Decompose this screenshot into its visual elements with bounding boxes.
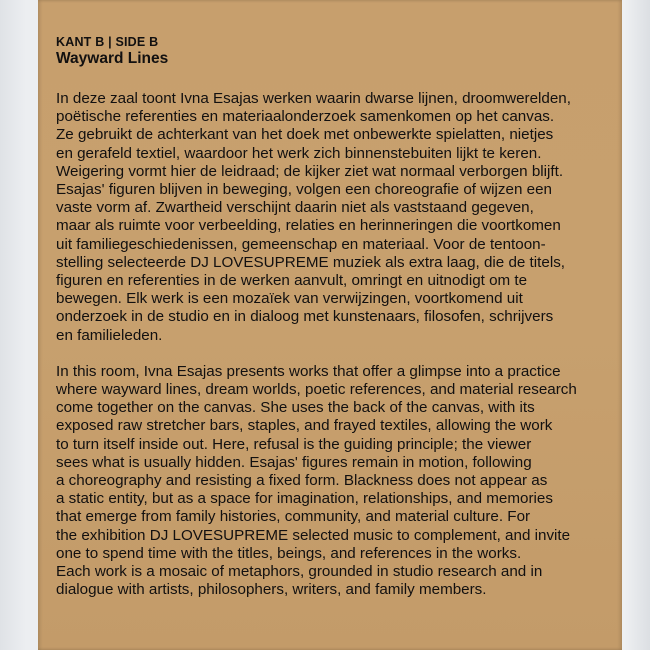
placard-title: Wayward Lines: [56, 50, 169, 67]
placard-kicker: KANT B | SIDE B: [56, 35, 159, 49]
placard-content: [56, 35, 616, 599]
placard-paragraph-dutch: In deze zaal toont Ivna Esajas werken waarin dwarse lijnen, droomwerelden, poëtische referenties en materiaalonderzoek samenkomen op het canvas. Ze gebruikt de achterkant van het doek met onbewerkte spielatten, nietjes en gerafeld textiel, waardoor het werk zich binnenstebuiten lijkt te keren. Weigering vormt hier de leidraad; de kijker ziet wat normaal verborgen blijft. Esajas' figuren blijven in beweging, volgen een choreografie of wijzen een vaste vorm af. Zwartheid verschijnt daarin niet als vaststaand gegeven, maar als ruimte voor verbeelding, relaties en herinneringen die voortkomen uit familiegeschiedenissen, gemeenschap en materiaal. Voor de tentoon- stelling selecteerde DJ LOVESUPREME muziek als extra laag, die de titels, figuren en referenties in de werken aanvult, omringt en uitnodigt om te bewegen. Elk werk is een mozaïek van verwijzingen, voortkomend uit onderzoek in de studio en in dialoog met kunstenaars, filosofen, schrijvers en familieleden.: [56, 90, 571, 344]
placard-paragraph-english: In this room, Ivna Esajas presents works that offer a glimpse into a practice where wayward lines, dream worlds, poetic references, and material research come together on the canvas. She uses the back of the canvas, with its exposed raw stretcher bars, staples, and frayed textiles, allowing the work to turn itself inside out. Here, refusal is the guiding principle; the viewer sees what is usually hidden. Esajas' figures remain in motion, following a choreography and resisting a fixed form. Blackness does not appear as a static entity, but as a space for imagination, relationships, and memories that emerge from family histories, community, and material culture. For the exhibition DJ LOVESUPREME selected music to complement, and invite one to spend time with the titles, beings, and references in the works. Each work is a mosaic of metaphors, grounded in studio research and in dialogue with artists, philosophers, writers, and family members.: [56, 362, 577, 599]
wall-placard: [38, 0, 622, 650]
